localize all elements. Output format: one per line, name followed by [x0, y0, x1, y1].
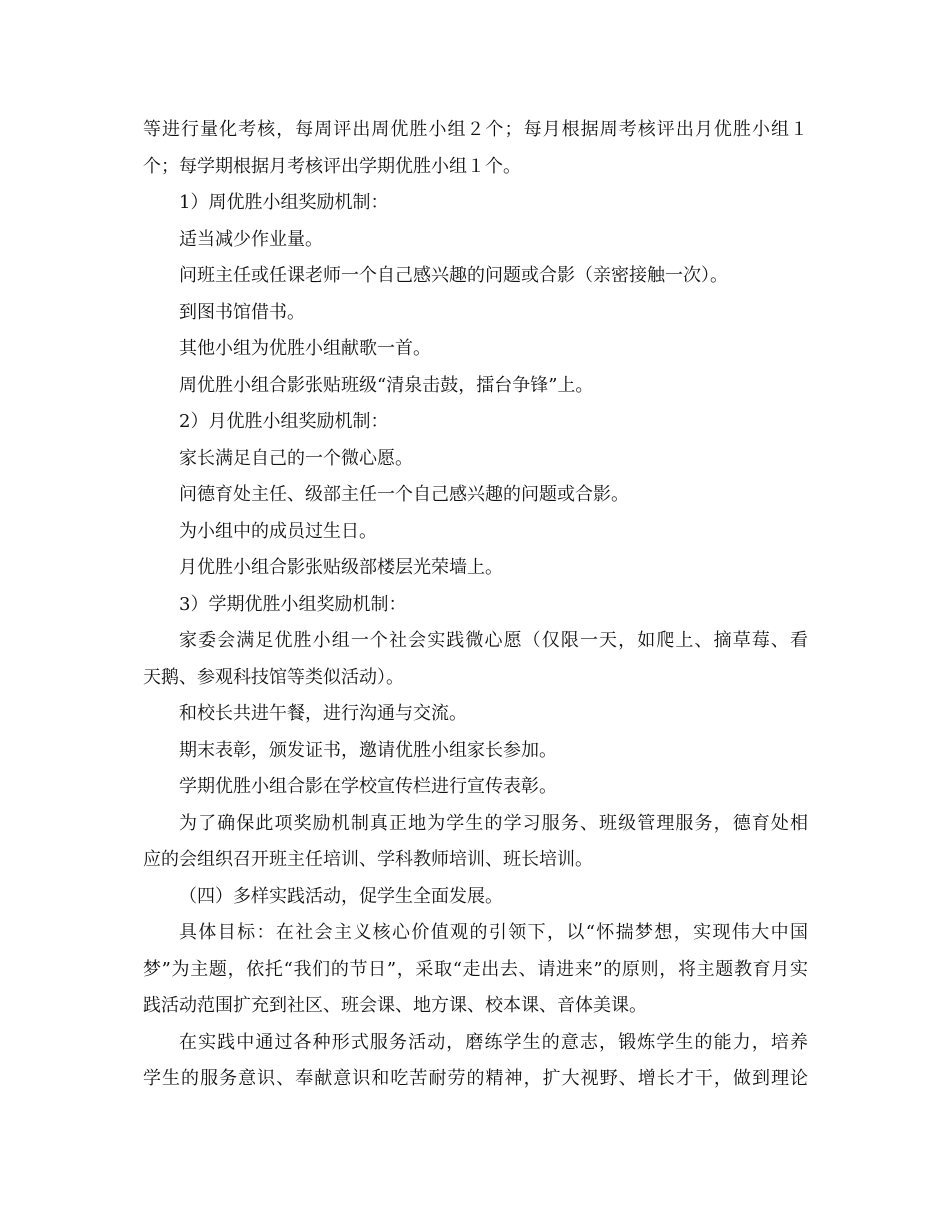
- text-line: 家长满足自己的一个微心愿。: [179, 447, 413, 469]
- text-line: 具体目标：在社会主义核心价值观的引领下，以“怀揣梦想，实现伟大中国: [179, 922, 808, 943]
- text-line: 应的会组织召开班主任培训、学科教师培训、班长培训。: [143, 849, 593, 870]
- text-line: 等进行量化考核，每周评出周优胜小组２个；每月根据周考核评出月优胜小组１: [143, 119, 808, 140]
- text-line: 1）周优胜小组奖励机制：: [179, 192, 389, 213]
- text-line: 问德育处主任、级部主任一个自己感兴趣的问题或合影。: [179, 484, 629, 505]
- text-line: 和校长共进午餐，进行沟通与交流。: [179, 703, 467, 724]
- text-line: 周优胜小组合影张贴班级“清泉击鼓，擂台争锋”上。: [179, 374, 594, 396]
- text-line: 在实践中通过各种形式服务活动，磨练学生的意志，锻炼学生的能力，培养: [179, 1031, 808, 1053]
- text-line: 为小组中的成员过生日。: [179, 520, 377, 542]
- text-line: 天鹅、参观科技馆等类似活动）。: [143, 666, 404, 688]
- text-line: 问班主任或任课老师一个自己感兴趣的问题或合影（亲密接触一次）。: [179, 265, 728, 286]
- text-line: 学生的服务意识、奉献意识和吃苦耐劳的精神，扩大视野、增长才干，做到理论: [143, 1068, 808, 1089]
- text-line: 家委会满足优胜小组一个社会实践微心愿（仅限一天，如爬上、摘草莓、看: [179, 630, 808, 651]
- text-line: 其他小组为优胜小组献歌一首。: [179, 338, 431, 359]
- text-line: 适当减少作业量。: [179, 228, 323, 250]
- text-line: 学期优胜小组合影在学校宣传栏进行宣传表彰。: [179, 776, 557, 797]
- text-line: 践活动范围扩充到社区、班会课、地方课、校本课、音体美课。: [143, 995, 647, 1016]
- text-line: 期末表彰，颁发证书，邀请优胜小组家长参加。: [179, 739, 557, 761]
- text-line: 为了确保此项奖励机制真正地为学生的学习服务、班级管理服务，德育处相: [179, 812, 808, 834]
- document-body: [143, 112, 808, 1098]
- text-line: 到图书馆借书。: [179, 301, 305, 323]
- text-line: （四）多样实践活动，促学生全面发展。: [179, 885, 503, 907]
- text-line: 个；每学期根据月考核评出学期优胜小组１个。: [143, 155, 521, 177]
- text-line: 梦”为主题，依托“我们的节日”，采取“走出去、请进来”的原则，将主题教育月实: [143, 958, 808, 980]
- text-line: 月优胜小组合影张贴级部楼层光荣墙上。: [179, 557, 503, 578]
- text-line: 2）月优胜小组奖励机制：: [179, 411, 389, 432]
- text-line: 3）学期优胜小组奖励机制：: [179, 593, 407, 615]
